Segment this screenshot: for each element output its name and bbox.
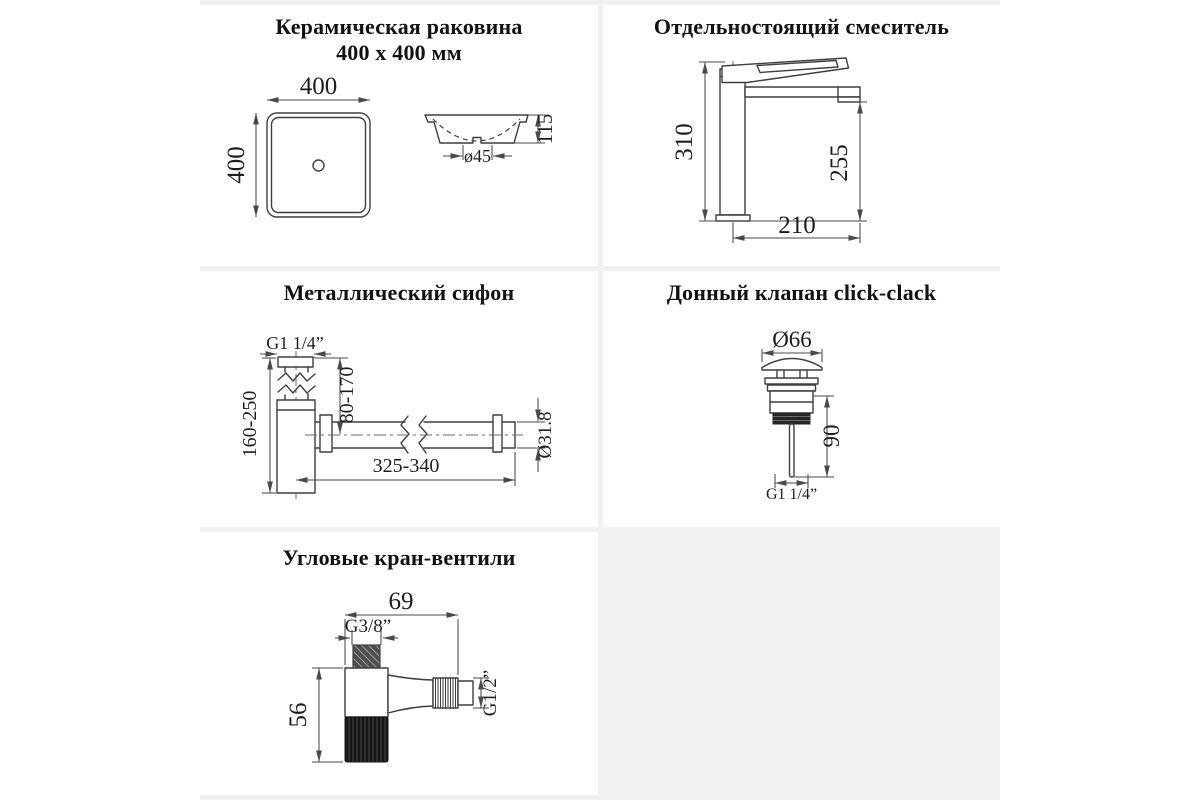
sink-title-line2: 400 x 400 мм [336, 40, 462, 66]
panel-mixer [603, 5, 1000, 266]
drain-valve-drawing [603, 271, 1000, 527]
drain-valve-body [762, 359, 822, 478]
angle-valve-dimensions [285, 588, 501, 762]
siphon-title: Металлический сифон [283, 280, 515, 305]
drain-valve-cap-diameter-label: Ø66 [772, 327, 812, 352]
mixer-drawing [603, 5, 1000, 266]
drain-valve-height-label: 90 [819, 424, 844, 448]
sink-top-view [223, 73, 370, 217]
spec-grid [200, 0, 1000, 800]
mixer-base-width-label: 210 [778, 212, 816, 239]
siphon-inlet-range-label: 80-170 [336, 366, 358, 424]
siphon-drawing [200, 271, 598, 527]
siphon-length-range-label: 325-340 [372, 455, 440, 477]
panel-angle-valve [200, 532, 598, 795]
sink-title-line1: Керамическая раковина [275, 14, 523, 39]
angle-valve-drawing [200, 532, 598, 795]
siphon-pipe-diameter-label: Ø31.8 [535, 411, 556, 459]
sink-depth-label: 400 [223, 146, 250, 184]
mixer-spout-height-label: 255 [826, 144, 853, 182]
angle-valve-title: Угловые кран-вентили [282, 545, 516, 570]
mixer-body [716, 58, 860, 227]
sink-height-label: 115 [533, 113, 557, 145]
drain-valve-title: Донный клапан click-clack [666, 280, 937, 305]
sink-drain-label: ø45 [464, 146, 491, 166]
drain-valve-thread-label: G1 1/4” [765, 486, 818, 503]
angle-valve-body [345, 645, 473, 762]
angle-valve-outlet-thread-label: G1/2” [480, 669, 501, 717]
angle-valve-height-label: 56 [285, 702, 312, 728]
mixer-title: Отдельностоящий смеситель [653, 14, 950, 39]
angle-valve-width-label: 69 [388, 588, 414, 615]
mixer-total-height-label: 310 [671, 123, 698, 161]
panel-drain-valve [603, 271, 1000, 527]
panel-sink [200, 5, 598, 266]
panel-siphon [200, 271, 598, 527]
sink-drawing [200, 5, 598, 266]
sink-width-label: 400 [299, 73, 338, 100]
sink-side-view [425, 114, 557, 166]
siphon-thread-label: G1 1/4” [266, 333, 324, 353]
angle-valve-inlet-thread-label: G3/8” [344, 616, 392, 637]
panel-empty [603, 532, 1000, 795]
siphon-vertical-range-label: 160-250 [239, 390, 261, 458]
